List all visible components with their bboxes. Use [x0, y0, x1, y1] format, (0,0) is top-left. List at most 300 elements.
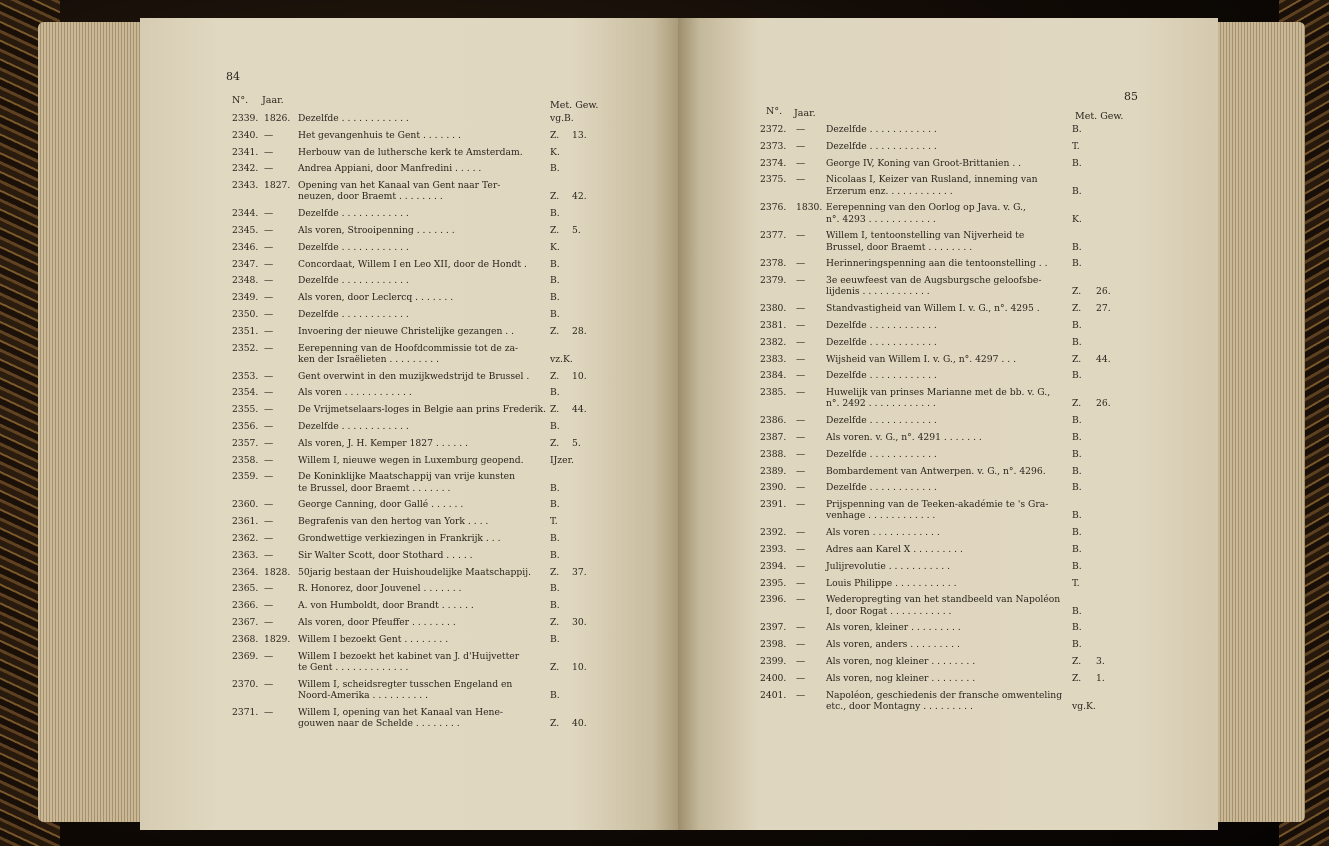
catalog-entry — [232, 225, 652, 242]
entry-description: De Vrijmetselaars-loges in Belgie aan prins Frederik. — [298, 404, 547, 416]
entry-description: A. von Humboldt, door Brandt . . . . . . — [298, 600, 474, 612]
catalog-entry — [232, 343, 652, 371]
entry-number: 2400. — [760, 672, 787, 684]
entry-year: — — [264, 583, 274, 595]
catalog-entry — [232, 499, 652, 516]
entry-metal: vg.K. — [1072, 700, 1096, 712]
entry-year: — — [796, 622, 806, 634]
catalog-entry — [232, 455, 652, 472]
entry-metal: K. — [1072, 213, 1082, 225]
entry-year: — — [264, 163, 274, 175]
entry-number: 2358. — [232, 454, 259, 466]
entry-year: — — [264, 516, 274, 528]
catalog-entry — [232, 679, 652, 707]
catalog-entry — [232, 634, 652, 651]
entry-weight: 3. — [1096, 655, 1105, 667]
entry-description: Invoering der nieuwe Christelijke gezangen . . — [298, 325, 515, 337]
entry-year: — — [264, 600, 274, 612]
entry-metal: B. — [1072, 465, 1082, 477]
entry-number: 2366. — [232, 600, 259, 612]
entry-description: Wederopregting van het standbeeld van Napoléon I, door Rogat . . . . . . . . . . . — [826, 594, 1061, 617]
entry-description: George Canning, door Gallé . . . . . . — [298, 499, 464, 511]
entry-number: 2363. — [232, 549, 259, 561]
entry-description: Nicolaas I, Keizer van Rusland, inneming van Erzerum enz. . . . . . . . . . . . — [826, 174, 1038, 197]
entry-metal: B. — [550, 387, 560, 399]
entry-year: — — [264, 678, 274, 690]
entry-metal: B. — [1072, 185, 1082, 197]
entry-description: Als voren . . . . . . . . . . . . — [826, 527, 940, 539]
entry-weight: 28. — [572, 325, 587, 337]
entry-metal: B. — [550, 208, 560, 220]
entry-metal: Z. — [550, 566, 560, 578]
entry-weight: 40. — [572, 717, 587, 729]
entry-year: — — [796, 465, 806, 477]
entry-year: — — [796, 499, 806, 511]
entry-metal: B. — [1072, 448, 1082, 460]
entry-description: Eerepenning van den Oorlog op Java. v. G., n°. 4293 . . . . . . . . . . . . — [826, 202, 1026, 225]
entry-year: 1828. — [264, 566, 291, 578]
entry-number: 2385. — [760, 387, 787, 399]
entry-year: 1829. — [264, 633, 291, 645]
entry-number: 2374. — [760, 157, 787, 169]
entry-metal: Z. — [550, 616, 560, 628]
entry-year: — — [796, 655, 806, 667]
entry-number: 2364. — [232, 566, 259, 578]
entry-year: — — [264, 706, 274, 718]
catalog-list — [232, 113, 652, 735]
catalog-entry — [760, 141, 1180, 158]
entry-metal: IJzer. — [550, 454, 574, 466]
entry-description: Andrea Appiani, door Manfredini . . . . . — [298, 163, 482, 175]
entry-weight: 26. — [1096, 286, 1111, 298]
entry-year: — — [796, 319, 806, 331]
entry-metal: vz.K. — [550, 353, 573, 365]
entry-year: — — [796, 527, 806, 539]
entry-weight: 26. — [1096, 398, 1111, 410]
entry-number: 2391. — [760, 499, 787, 511]
entry-weight: 27. — [1096, 303, 1111, 315]
catalog-entry — [232, 326, 652, 343]
catalog-entry — [760, 527, 1180, 544]
entry-metal: Z. — [1072, 303, 1082, 315]
entry-description: Als voren. v. G., n°. 4291 . . . . . . . — [826, 431, 982, 443]
entry-metal: B. — [550, 163, 560, 175]
entry-year: — — [796, 275, 806, 287]
entry-description: Herbouw van de luthersche kerk te Amsterdam. — [298, 146, 523, 158]
entry-metal: B. — [1072, 124, 1082, 135]
entry-year: — — [796, 594, 806, 606]
entry-description: Dezelfde . . . . . . . . . . . . — [298, 241, 409, 253]
catalog-entry — [760, 544, 1180, 561]
entry-weight: 13. — [572, 129, 587, 141]
entry-year: — — [264, 342, 274, 354]
entry-year: — — [264, 616, 274, 628]
entry-metal: B. — [550, 420, 560, 432]
entry-year: 1830. — [796, 202, 823, 214]
entry-number: 2339. — [232, 113, 259, 124]
entry-description: Als voren, Strooipenning . . . . . . . — [298, 224, 455, 236]
catalog-entry — [232, 163, 652, 180]
entry-number: 2395. — [760, 577, 787, 589]
catalog-entry — [232, 292, 652, 309]
entry-number: 2371. — [232, 706, 259, 718]
entry-year: — — [796, 303, 806, 315]
catalog-entry — [232, 208, 652, 225]
entry-year: — — [264, 499, 274, 511]
entry-number: 2367. — [232, 616, 259, 628]
entry-number: 2396. — [760, 594, 787, 606]
entry-description: Als voren, anders . . . . . . . . . — [826, 639, 960, 651]
entry-metal: Z. — [550, 404, 560, 416]
entry-number: 2344. — [232, 208, 259, 220]
entry-metal: B. — [1072, 319, 1082, 331]
entry-number: 2355. — [232, 404, 259, 416]
entry-metal: B. — [1072, 622, 1082, 634]
entry-number: 2380. — [760, 303, 787, 315]
catalog-entry — [232, 651, 652, 679]
entry-year: — — [264, 471, 274, 483]
entry-year: — — [264, 208, 274, 220]
entry-number: 2401. — [760, 689, 787, 701]
entry-number: 2377. — [760, 230, 787, 242]
page-number: 85 — [1124, 90, 1138, 103]
entry-metal: Z. — [1072, 655, 1082, 667]
entry-metal: Z. — [550, 717, 560, 729]
entry-year: 1827. — [264, 180, 291, 192]
column-header-jaar: Jaar. — [262, 95, 284, 106]
entry-weight: 44. — [1096, 353, 1111, 365]
entry-number: 2384. — [760, 370, 787, 382]
entry-metal: B. — [550, 689, 560, 701]
entry-number: 2356. — [232, 420, 259, 432]
entry-metal: K. — [550, 241, 560, 253]
entry-description: George IV, Koning van Groot-Brittanien . . — [826, 157, 1022, 169]
catalog-entry — [760, 594, 1180, 622]
entry-number: 2382. — [760, 336, 787, 348]
page-edges-left — [38, 22, 148, 822]
entry-description: Dezelfde . . . . . . . . . . . . — [298, 113, 409, 124]
column-header-met-gew: Met. Gew. — [550, 100, 599, 111]
entry-number: 2343. — [232, 180, 259, 192]
catalog-entry — [232, 371, 652, 388]
catalog-entry — [232, 387, 652, 404]
entry-year: — — [264, 292, 274, 304]
catalog-entry — [232, 617, 652, 634]
entry-number: 2342. — [232, 163, 259, 175]
entry-year: — — [796, 672, 806, 684]
entry-metal: T. — [1072, 577, 1080, 589]
entry-description: Willem I, scheidsregter tusschen Engeland en Noord-Amerika . . . . . . . . . . — [298, 678, 513, 701]
entry-year: — — [796, 543, 806, 555]
entry-number: 2362. — [232, 532, 259, 544]
entry-weight: 10. — [572, 370, 587, 382]
catalog-entry — [760, 275, 1180, 303]
entry-year: — — [264, 129, 274, 141]
entry-number: 2399. — [760, 655, 787, 667]
entry-description: Eerepenning van de Hoofdcommissie tot de za- ken der Israëlieten . . . . . . . . . — [298, 342, 519, 365]
entry-metal: B. — [550, 549, 560, 561]
catalog-entry — [760, 561, 1180, 578]
entry-year: — — [796, 387, 806, 399]
entry-description: Gent overwint in den muzijkwedstrijd te Brussel . — [298, 370, 530, 382]
entry-metal: B. — [1072, 639, 1082, 651]
catalog-entry — [760, 466, 1180, 483]
entry-description: 3e eeuwfeest van de Augsburgsche geloofsbe- lijdenis . . . . . . . . . . . . — [826, 275, 1042, 298]
entry-number: 2347. — [232, 258, 259, 270]
entry-year: — — [796, 124, 806, 135]
catalog-entry — [760, 370, 1180, 387]
entry-description: Grondwettige verkiezingen in Frankrijk . . . — [298, 532, 501, 544]
catalog-entry — [760, 673, 1180, 690]
entry-number: 2368. — [232, 633, 259, 645]
entry-description: Als voren, kleiner . . . . . . . . . — [826, 622, 961, 634]
entry-number: 2393. — [760, 543, 787, 555]
entry-year: — — [264, 454, 274, 466]
entry-year: — — [264, 308, 274, 320]
entry-number: 2394. — [760, 560, 787, 572]
entry-metal: B. — [1072, 336, 1082, 348]
entry-weight: 42. — [572, 191, 587, 203]
catalog-entry — [760, 202, 1180, 230]
catalog-entry — [232, 533, 652, 550]
catalog-entry — [232, 438, 652, 455]
entry-description: Huwelijk van prinses Marianne met de bb. v. G., n°. 2492 . . . . . . . . . . . . — [826, 387, 1051, 410]
catalog-entry — [232, 600, 652, 617]
entry-metal: B. — [1072, 431, 1082, 443]
entry-description: Herinneringspenning aan die tentoonstelling . . — [826, 258, 1048, 270]
entry-number: 2387. — [760, 431, 787, 443]
entry-metal: Z. — [550, 129, 560, 141]
entry-metal: B. — [550, 633, 560, 645]
entry-description: Napoléon, geschiedenis der fransche omwenteling etc., door Montagny . . . . . . . . . — [826, 689, 1063, 712]
entry-number: 2392. — [760, 527, 787, 539]
entry-year: — — [264, 387, 274, 399]
catalog-entry — [760, 656, 1180, 673]
entry-metal: B. — [1072, 157, 1082, 169]
catalog-entry — [760, 354, 1180, 371]
entry-year: — — [264, 437, 274, 449]
catalog-entry — [760, 158, 1180, 175]
entry-number: 2369. — [232, 650, 259, 662]
catalog-entry — [760, 174, 1180, 202]
catalog-entry — [232, 275, 652, 292]
entry-description: Dezelfde . . . . . . . . . . . . — [826, 336, 937, 348]
catalog-entry — [760, 432, 1180, 449]
entry-metal: Z. — [1072, 286, 1082, 298]
entry-metal: B. — [550, 308, 560, 320]
entry-metal: B. — [1072, 527, 1082, 539]
entry-number: 2375. — [760, 174, 787, 186]
entry-number: 2341. — [232, 146, 259, 158]
entry-year: — — [796, 448, 806, 460]
catalog-entry — [232, 309, 652, 326]
entry-number: 2365. — [232, 583, 259, 595]
entry-description: Louis Philippe . . . . . . . . . . . — [826, 577, 957, 589]
entry-description: Bombardement van Antwerpen. v. G., n°. 4296. — [826, 465, 1046, 477]
entry-year: — — [796, 639, 806, 651]
catalog-entry — [232, 113, 652, 130]
entry-metal: Z. — [550, 325, 560, 337]
entry-description: Als voren, door Pfeuffer . . . . . . . . — [298, 616, 456, 628]
entry-number: 2357. — [232, 437, 259, 449]
catalog-entry — [760, 449, 1180, 466]
catalog-entry — [232, 567, 652, 584]
catalog-entry — [232, 583, 652, 600]
entry-description: Dezelfde . . . . . . . . . . . . — [298, 208, 409, 220]
catalog-entry — [232, 242, 652, 259]
entry-metal: B. — [1072, 258, 1082, 270]
entry-description: Dezelfde . . . . . . . . . . . . — [826, 124, 937, 135]
entry-description: R. Honorez, door Jouvenel . . . . . . . — [298, 583, 462, 595]
entry-description: Als voren, nog kleiner . . . . . . . . — [826, 655, 976, 667]
catalog-entry — [232, 404, 652, 421]
entry-description: Als voren, nog kleiner . . . . . . . . — [826, 672, 976, 684]
entry-year: — — [796, 336, 806, 348]
entry-metal: B. — [1072, 370, 1082, 382]
entry-number: 2386. — [760, 415, 787, 427]
entry-metal: B. — [1072, 560, 1082, 572]
column-header-no: N°. — [766, 106, 783, 117]
catalog-entry — [760, 230, 1180, 258]
entry-number: 2378. — [760, 258, 787, 270]
catalog-entry — [760, 387, 1180, 415]
entry-number: 2379. — [760, 275, 787, 287]
entry-description: Dezelfde . . . . . . . . . . . . — [298, 308, 409, 320]
entry-year: — — [796, 577, 806, 589]
entry-description: Adres aan Karel X . . . . . . . . . — [826, 543, 963, 555]
right-page — [678, 18, 1218, 830]
entry-year: — — [264, 325, 274, 337]
catalog-entry — [232, 421, 652, 438]
entry-description: Als voren . . . . . . . . . . . . — [298, 387, 412, 399]
entry-description: Willem I, nieuwe wegen in Luxemburg geopend. — [298, 454, 524, 466]
entry-year: — — [264, 420, 274, 432]
entry-description: Het gevangenhuis te Gent . . . . . . . — [298, 129, 461, 141]
entry-number: 2398. — [760, 639, 787, 651]
entry-number: 2354. — [232, 387, 259, 399]
entry-number: 2351. — [232, 325, 259, 337]
entry-year: — — [796, 157, 806, 169]
entry-metal: Z. — [1072, 398, 1082, 410]
entry-year: — — [264, 404, 274, 416]
catalog-entry — [232, 516, 652, 533]
catalog-entry — [232, 471, 652, 499]
entry-description: Dezelfde . . . . . . . . . . . . — [826, 482, 937, 494]
entry-metal: T. — [1072, 140, 1080, 152]
entry-metal: B. — [1072, 605, 1082, 617]
entry-metal: B. — [550, 583, 560, 595]
entry-description: Concordaat, Willem I en Leo XII, door de Hondt . — [298, 258, 527, 270]
entry-description: Als voren, door Leclercq . . . . . . . — [298, 292, 454, 304]
entry-metal: B. — [550, 258, 560, 270]
entry-number: 2350. — [232, 308, 259, 320]
entry-year: 1826. — [264, 113, 291, 124]
entry-year: — — [796, 689, 806, 701]
entry-number: 2372. — [760, 124, 787, 135]
entry-description: Opening van het Kanaal van Gent naar Ter- neuzen, door Braemt . . . . . . . . — [298, 180, 501, 203]
entry-description: Dezelfde . . . . . . . . . . . . — [826, 448, 937, 460]
entry-year: — — [796, 370, 806, 382]
entry-metal: B. — [550, 532, 560, 544]
catalog-entry — [760, 482, 1180, 499]
catalog-entry — [760, 622, 1180, 639]
entry-metal: B. — [550, 482, 560, 494]
entry-number: 2359. — [232, 471, 259, 483]
catalog-entry — [760, 415, 1180, 432]
entry-year: — — [264, 258, 274, 270]
entry-metal: K. — [550, 146, 560, 158]
entry-description: 50jarig bestaan der Huishoudelijke Maatschappij. — [298, 566, 531, 578]
page-edges-right — [1205, 22, 1305, 822]
entry-number: 2389. — [760, 465, 787, 477]
entry-description: Als voren, J. H. Kemper 1827 . . . . . . — [298, 437, 469, 449]
entry-weight: 5. — [572, 437, 581, 449]
entry-metal: B. — [550, 600, 560, 612]
column-header-jaar: Jaar. — [794, 108, 816, 119]
entry-metal: B. — [1072, 543, 1082, 555]
entry-number: 2360. — [232, 499, 259, 511]
left-page — [140, 18, 680, 830]
entry-number: 2381. — [760, 319, 787, 331]
entry-metal: Z. — [550, 661, 560, 673]
entry-description: Standvastigheid van Willem I. v. G., n°. 4295 . — [826, 303, 1040, 315]
entry-description: Willem I bezoekt Gent . . . . . . . . — [298, 633, 449, 645]
entry-metal: B. — [1072, 415, 1082, 427]
entry-metal: T. — [550, 516, 558, 528]
entry-number: 2388. — [760, 448, 787, 460]
entry-number: 2349. — [232, 292, 259, 304]
entry-metal: Z. — [550, 370, 560, 382]
catalog-entry — [760, 690, 1180, 718]
entry-number: 2353. — [232, 370, 259, 382]
entry-year: — — [796, 230, 806, 242]
entry-year: — — [264, 241, 274, 253]
entry-weight: 5. — [572, 224, 581, 236]
entry-description: Dezelfde . . . . . . . . . . . . — [298, 420, 409, 432]
entry-metal: vg.B. — [550, 113, 574, 124]
catalog-entry — [760, 639, 1180, 656]
entry-year: — — [796, 140, 806, 152]
page-number: 84 — [226, 70, 240, 83]
entry-year: — — [264, 370, 274, 382]
entry-year: — — [796, 560, 806, 572]
entry-year: — — [264, 275, 274, 287]
entry-number: 2340. — [232, 129, 259, 141]
entry-year: — — [796, 353, 806, 365]
entry-number: 2397. — [760, 622, 787, 634]
entry-weight: 44. — [572, 404, 587, 416]
entry-year: — — [264, 532, 274, 544]
entry-description: Dezelfde . . . . . . . . . . . . — [298, 275, 409, 287]
entry-metal: B. — [1072, 241, 1082, 253]
entry-number: 2390. — [760, 482, 787, 494]
entry-description: Willem I, opening van het Kanaal van Hene- gouwen naar de Schelde . . . . . . . . — [298, 706, 504, 729]
entry-metal: B. — [550, 292, 560, 304]
entry-year: — — [264, 549, 274, 561]
catalog-entry — [760, 124, 1180, 141]
entry-year: — — [796, 258, 806, 270]
entry-year: — — [264, 146, 274, 158]
entry-weight: 37. — [572, 566, 587, 578]
entry-description: Dezelfde . . . . . . . . . . . . — [826, 415, 937, 427]
entry-metal: B. — [1072, 482, 1082, 494]
entry-metal: B. — [1072, 510, 1082, 522]
catalog-entry — [760, 337, 1180, 354]
entry-weight: 30. — [572, 616, 587, 628]
entry-metal: Z. — [550, 437, 560, 449]
entry-year: — — [796, 482, 806, 494]
column-header-met-gew: Met. Gew. — [1075, 111, 1124, 122]
